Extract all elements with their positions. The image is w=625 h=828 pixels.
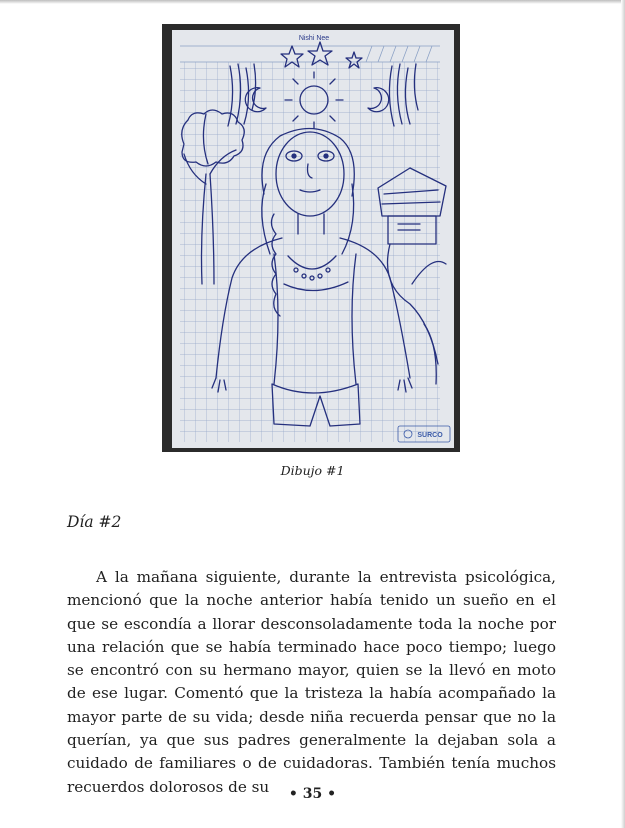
drawing-top-label: Nishi Nee	[298, 35, 330, 42]
stamp-text: SURCO	[417, 432, 443, 439]
page-edge-right	[621, 0, 625, 828]
body-paragraph: A la mañana siguiente, durante la entrevista psicológica, mencionó que la noche anterior había tenido un sueño en el que se escondía a llorar desconsoladamente toda la noche por una relación que se había terminado hace poco tiempo; luego se encontró con su hermano mayor, quien se la llevó en moto de ese lugar. Comentó que la tristeza la había acompañado la mayor parte de su vida; desde niña recuerda pensar que no la querían, ya que sus padres generalmente la dejaban sola a cuidado de familiares o de cuidadoras. También tenía muchos recuerdos dolorosos de su	[67, 568, 556, 796]
section-title: Día #2	[67, 513, 122, 531]
page-number: • 35 •	[288, 786, 337, 802]
figure-caption: Dibujo #1	[280, 463, 345, 478]
drawing-photo	[162, 24, 460, 452]
page-edge-top	[0, 0, 625, 4]
